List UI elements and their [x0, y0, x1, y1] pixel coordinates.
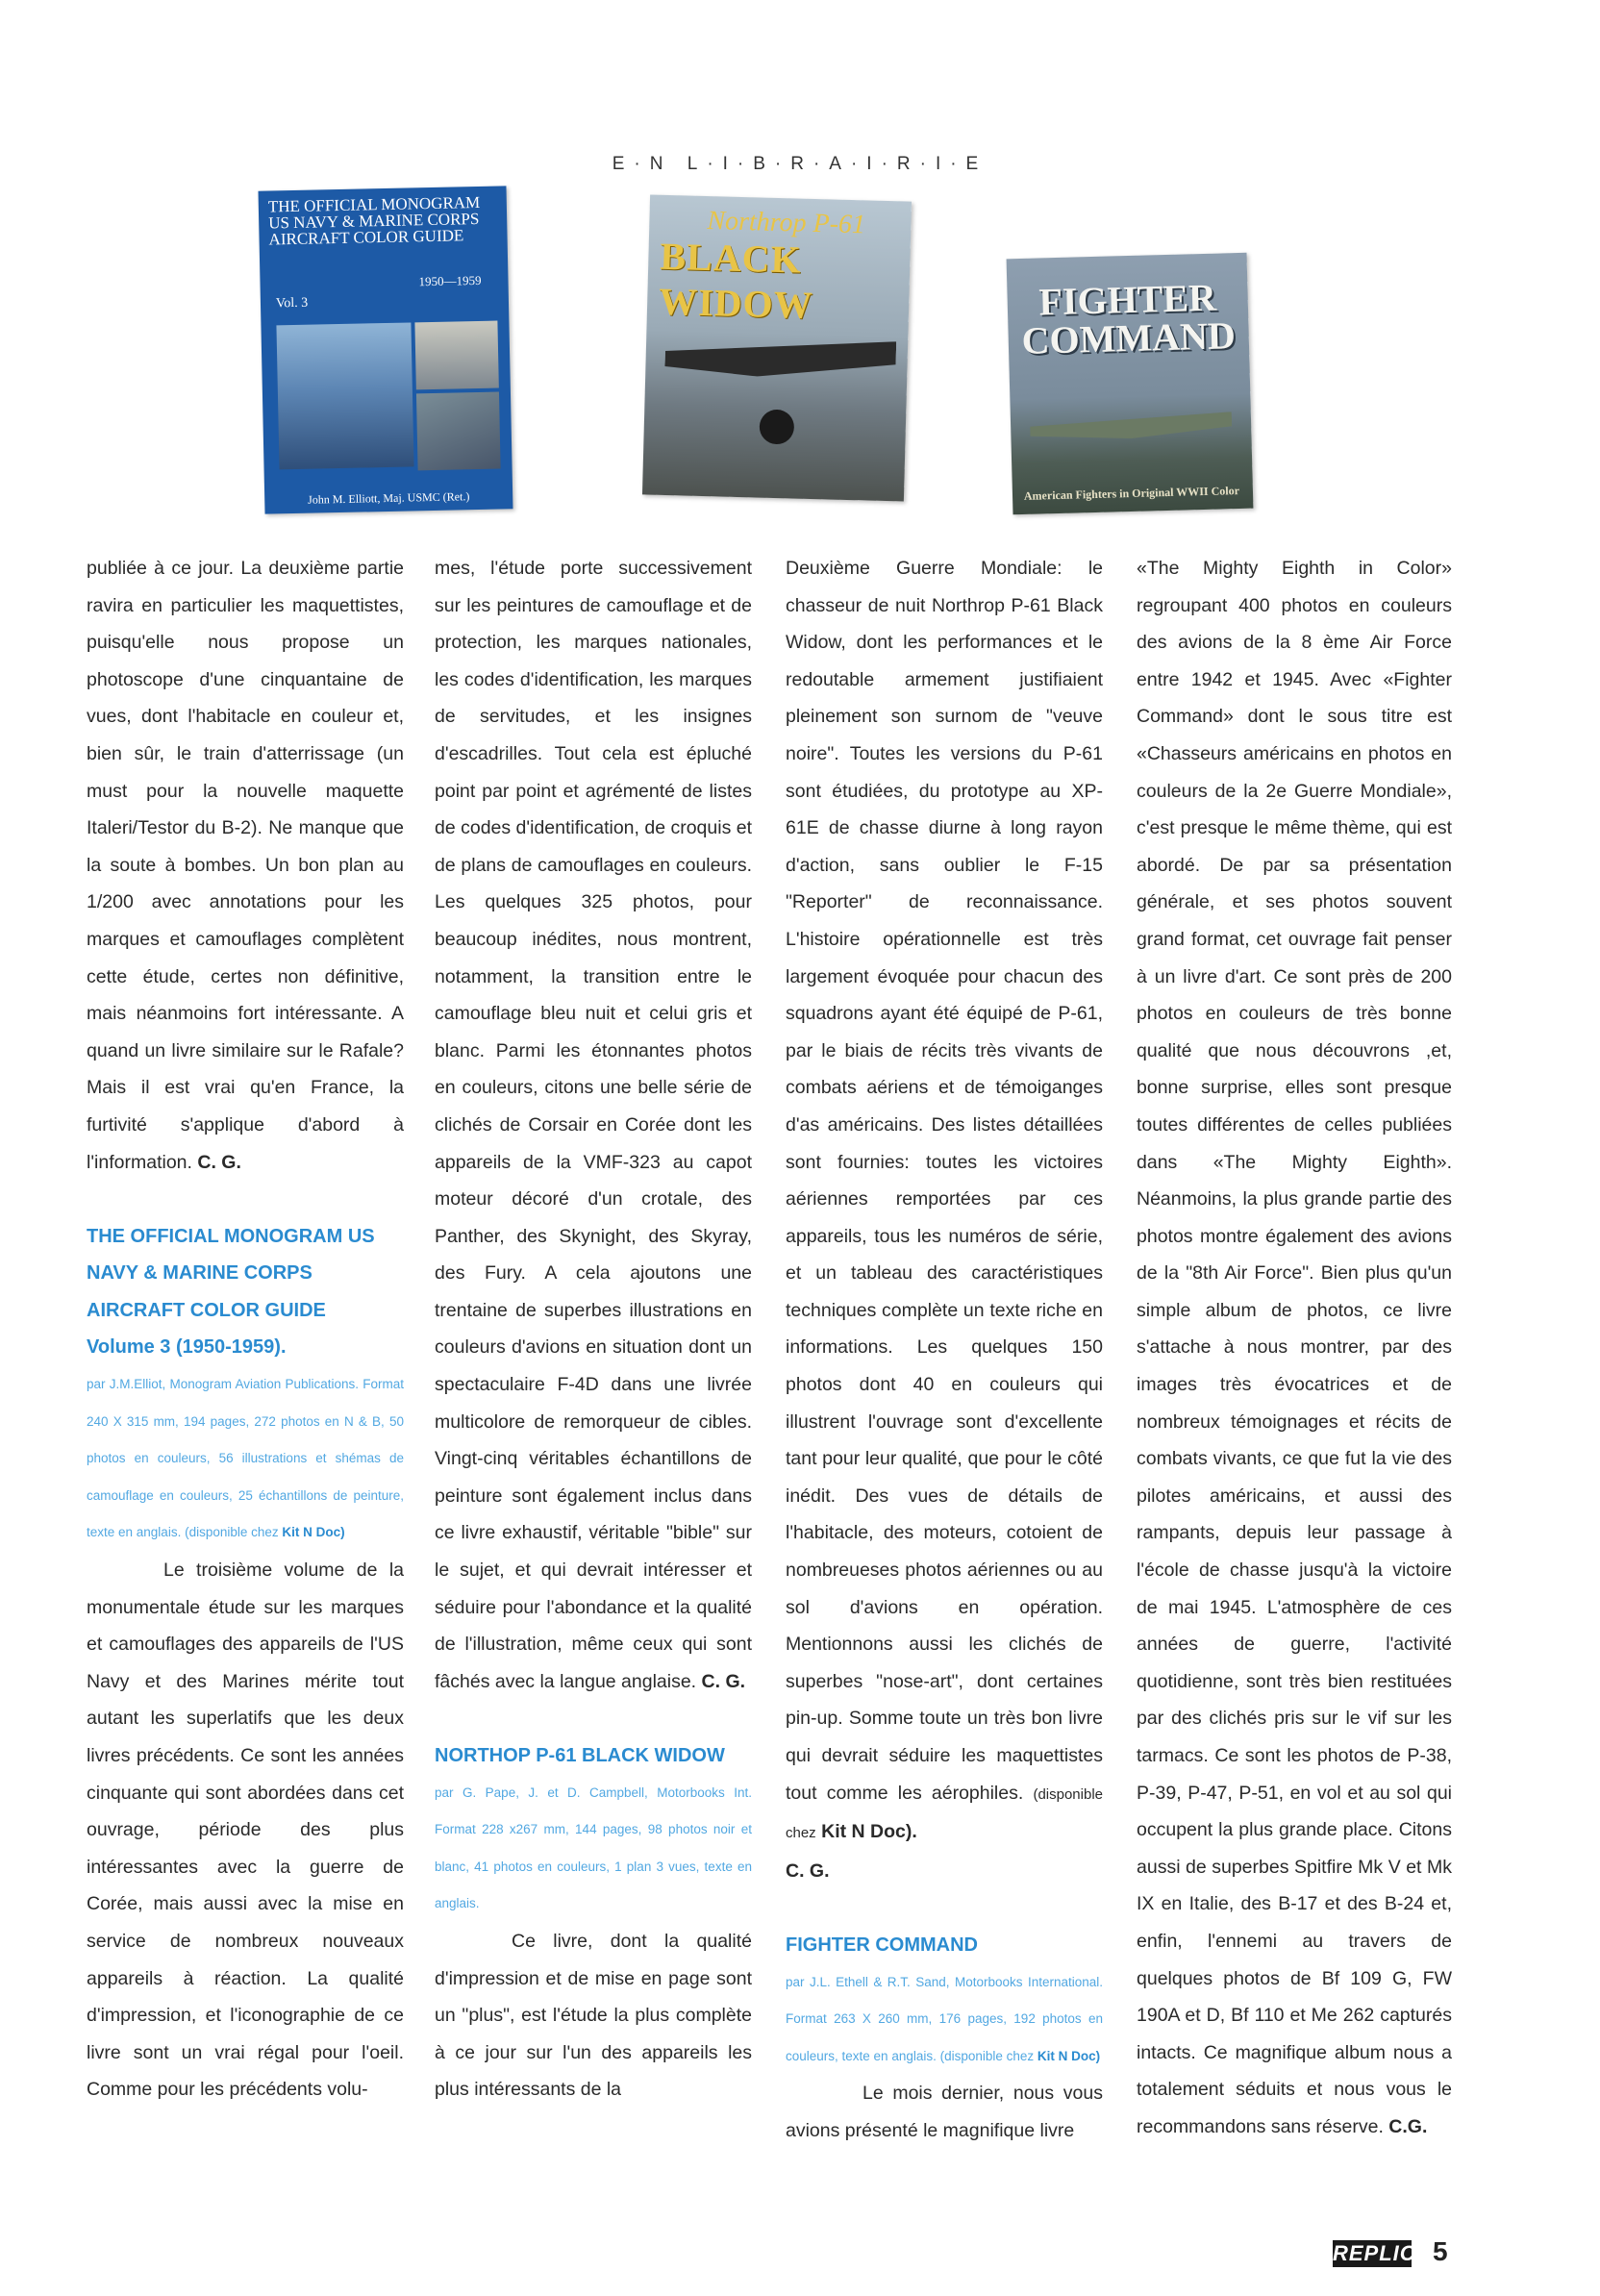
aircraft-illustration — [664, 320, 897, 403]
paragraph: Deuxième Guerre Mondiale: le chasseur de nuit Northrop P-61 Black Widow, dont les performances et le redoutable armement justifiaient pleinement son surnom de "veuve noire". Toutes les versions du P-61 sont étudiées, du prototype au XP-61E de chasse diurne à long rayon d'action, sans oublier le F-15 "Reporter" de reconnaissance. L'histoire opérationnelle est très largement évoquée pour chacun des squadrons ayant été équipé de P-61, par le biais de récits très vivants de combats aériens et de témoiganges d'as américains. Des listes détaillées sont fournies: toutes les victoires aériennes remportées par ces appareils, tous les numéros de série, et un tableau des caractéristiques techniques complète un texte riche en informations. Les quelques 150 photos dont 40 en couleurs qui illustrent l'ouvrage sont d'excellente tant pour leur qualité, que pour le côté inédit. Des vues de détails de l'habitacle, des moteurs, cotoient de nombreueses photos aériennes ou au sol d'avions en opération. Mentionnons aussi les clichés de superbes "nose-art", dont certaines pin-up. Somme toute un très bon livre qui devrait séduire les maquettistes tout comme les aérophiles. (disponible chez Kit N Doc). C. G. — [786, 558, 1103, 1882]
store-name: Kit N Doc) — [1037, 2048, 1101, 2063]
signature: C. G. — [197, 1151, 241, 1173]
book-cover-black-widow — [642, 194, 912, 501]
store-name: Kit N Doc). — [821, 1821, 917, 1843]
book-meta: par J.L. Ethell & R.T. Sand, Motorbooks International. Format 263 X 260 mm, 176 pages, 192 photos en couleurs, texte en anglais. (disponible chez Kit N Doc) — [786, 1974, 1103, 2063]
text-column-4 — [1137, 550, 1452, 2146]
paragraph: «The Mighty Eighth in Color» regroupant 400 photos en couleurs des avions de la 8 ème Air Force entre 1942 et 1945. Avec «Fighter Command» dont le sous titre est «Chasseurs américains en photos en couleurs de la 2e Guerre Mondiale», c'est presque le même thème, qui est abordé. De par sa présentation générale, et ses photos souvent grand format, cet ouvrage fait penser à un livre d'art. Ce sont près de 200 photos en couleurs de très bonne qualité que nous découvrons ,et, bonne surprise, elles sont presque toutes différentes de celles publiées dans «The Mighty Eighth». Néanmoins, la plus grande partie des photos montre également des avions de la "8th Air Force". Bien plus qu'un simple album de photos, ce livre s'attache à nous montrer, par des images très évocatrices et de nombreux témoignages et récits de combats vivants, ce que fut la vie des pilotes américains, et aussi des rampants, depuis leur passage à l'école de chasse jusqu'à la victoire de mai 1945. L'atmosphère de ces années de guerre, l'activité quotidienne, sont très bien restituées par des clichés pris sur le vif sur les tarmacs. Ce sont les photos de P-38, P-39, P-47, P-51, en vol et au sol qui occupent la plus grande place. Citons aussi de superbes Spitfire Mk V et Mk IX en Italie, des B-17 et des B-24 et, enfin, l'ennemi au travers de quelques photos de Bf 109 G, FW 190A et D, Bf 110 et Me 262 capturés intacts. Ce magnifique album nous a totalement séduits et nous vous le recommandons sans réserve. C.G. — [1137, 558, 1452, 2137]
book-volume: Volume 3 (1950-1959). — [87, 1336, 287, 1359]
book-title: FIGHTER COMMAND — [786, 1934, 978, 1956]
cover-title: FIGHTER COMMAND — [1021, 275, 1237, 362]
store-name: Kit N Doc) — [282, 1525, 345, 1540]
cover-photo — [414, 321, 498, 390]
aircraft-wheel — [759, 410, 794, 445]
book-meta: par J.M.Elliot, Monogram Aviation Publications. Format 240 X 315 mm, 194 pages, 272 photos en N & B, 50 photos en couleurs, 56 illustrations et shémas de camouflage en couleurs, 25 échantillons de peinture, texte en anglais. (disponible chez Kit N Doc) — [87, 1377, 404, 1540]
signature: C. G. — [701, 1670, 746, 1692]
signature: C.G. — [1388, 2115, 1428, 2137]
text-column-1 — [87, 550, 404, 2109]
cover-photo — [416, 392, 501, 471]
text-column-3 — [786, 550, 1103, 2150]
paragraph: Ce livre, dont la qualité d'impression et de mise en page sont un "plus", est l'étude la plus complète à ce jour sur l'un des appareils les plus intéressants de la — [435, 1930, 752, 2101]
cover-volume: Vol. 3 — [275, 295, 309, 312]
book-meta: par G. Pape, J. et D. Campbell, Motorbooks Int. Format 228 x267 mm, 144 pages, 98 photos noir et blanc, 41 photos en couleurs, 1 plan 3 vues, texte en anglais. — [435, 1784, 752, 1911]
signature: C. G. — [786, 1859, 830, 1882]
cover-title-line2: BLACK WIDOW — [658, 234, 814, 327]
cover-photo — [276, 322, 413, 469]
text-column-2 — [435, 550, 752, 2109]
book-cover-monogram — [259, 186, 513, 513]
cover-title: THE OFFICIAL MONOGRAM US NAVY & MARINE CORPS AIRCRAFT COLOR GUIDE — [267, 192, 481, 249]
cover-subtitle: American Fighters in Original WWII Color — [1023, 484, 1240, 503]
aircraft-illustration — [1029, 397, 1232, 450]
book-title: THE OFFICIAL MONOGRAM US NAVY & MARINE CORPS AIRCRAFT COLOR GUIDE — [87, 1225, 375, 1321]
book-cover-fighter-command — [1007, 253, 1254, 514]
cover-title-line1: Northrop P-61 — [707, 206, 866, 240]
paragraph: publiée à ce jour. La deuxième partie ravira en particulier les maquettistes, puisqu'elle nous propose un photoscope d'une cinquantaine de vues, dont l'habitacle en couleur et, bien sûr, le train d'atterrissage (un must pour la nouvelle maquette Italeri/Testor du B-2). Ne manque que la soute à bombes. Un bon plan au 1/200 avec annotations pour les marques et camouflages complètent cette étude, certes non définitive, mais néanmoins fort intéressante. A quand un livre similaire sur le Rafale? Mais il est vrai qu'en France, la furtivité s'applique d'abord à l'information. C. G. — [87, 558, 404, 1173]
cover-years: 1950—1959 — [418, 272, 482, 289]
section-header: E·N L·I·B·R·A·I·R·I·E — [612, 154, 988, 174]
page-number: 5 — [1433, 2236, 1448, 2266]
cover-author: John M. Elliott, Maj. USMC (Ret.) — [307, 489, 470, 507]
paragraph: Le troisième volume de la monumentale étude sur les marques et camouflages des appareils de l'US Navy et des Marines mérite tout autant les superlatifs que les deux livres précédents. Ce sont les années cinquante qui sont abordées dans cet ouvrage, période des plus intéressantes avec la guerre de Corée, mais aussi avec la mise en service de nombreux nouveaux appareils à réaction. La qualité d'impression, et l'iconographie de ce livre sont un vrai régal pour l'oeil. Comme pour les précédents volu- — [87, 1560, 404, 2101]
paragraph: Le mois dernier, nous vous avions présenté le magnifique livre — [786, 2083, 1103, 2141]
book-title: NORTHOP P-61 BLACK WIDOW — [435, 1745, 725, 1766]
magazine-logo: REPLIC — [1333, 2241, 1416, 2265]
paragraph: mes, l'étude porte successivement sur les peintures de camouflage et de protection, les marques nationales, les codes d'identification, les marques de servitudes, et les insignes d'escadrilles. Tout cela est épluché point par point et agrémenté de listes de codes d'identification, de croquis et de plans de camouflages en couleurs. Les quelques 325 photos, pour beaucoup inédites, nous montrent, notamment, la transition entre le camouflage bleu nuit et celui gris et blanc. Parmi les étonnantes photos en couleurs, citons une belle série de clichés de Corsair en Corée dont les appareils de la VMF-323 au capot moteur décoré d'un crotale, des Panther, des Skynight, des Skyray, des Fury. A cela ajoutons une trentaine de superbes illustrations en couleurs d'avions en situation dont un spectaculaire F-4D dans une livrée multicolore de remorqueur de cibles. Vingt-cinq véritables échantillons de peinture sont également inclus dans ce livre exhaustif, véritable "bible" sur le sujet, et qui devrait intéresser et séduire pour l'abondance et la qualité de l'illustration, même ceux qui sont fâchés avec la langue anglaise. C. G. — [435, 558, 753, 1692]
